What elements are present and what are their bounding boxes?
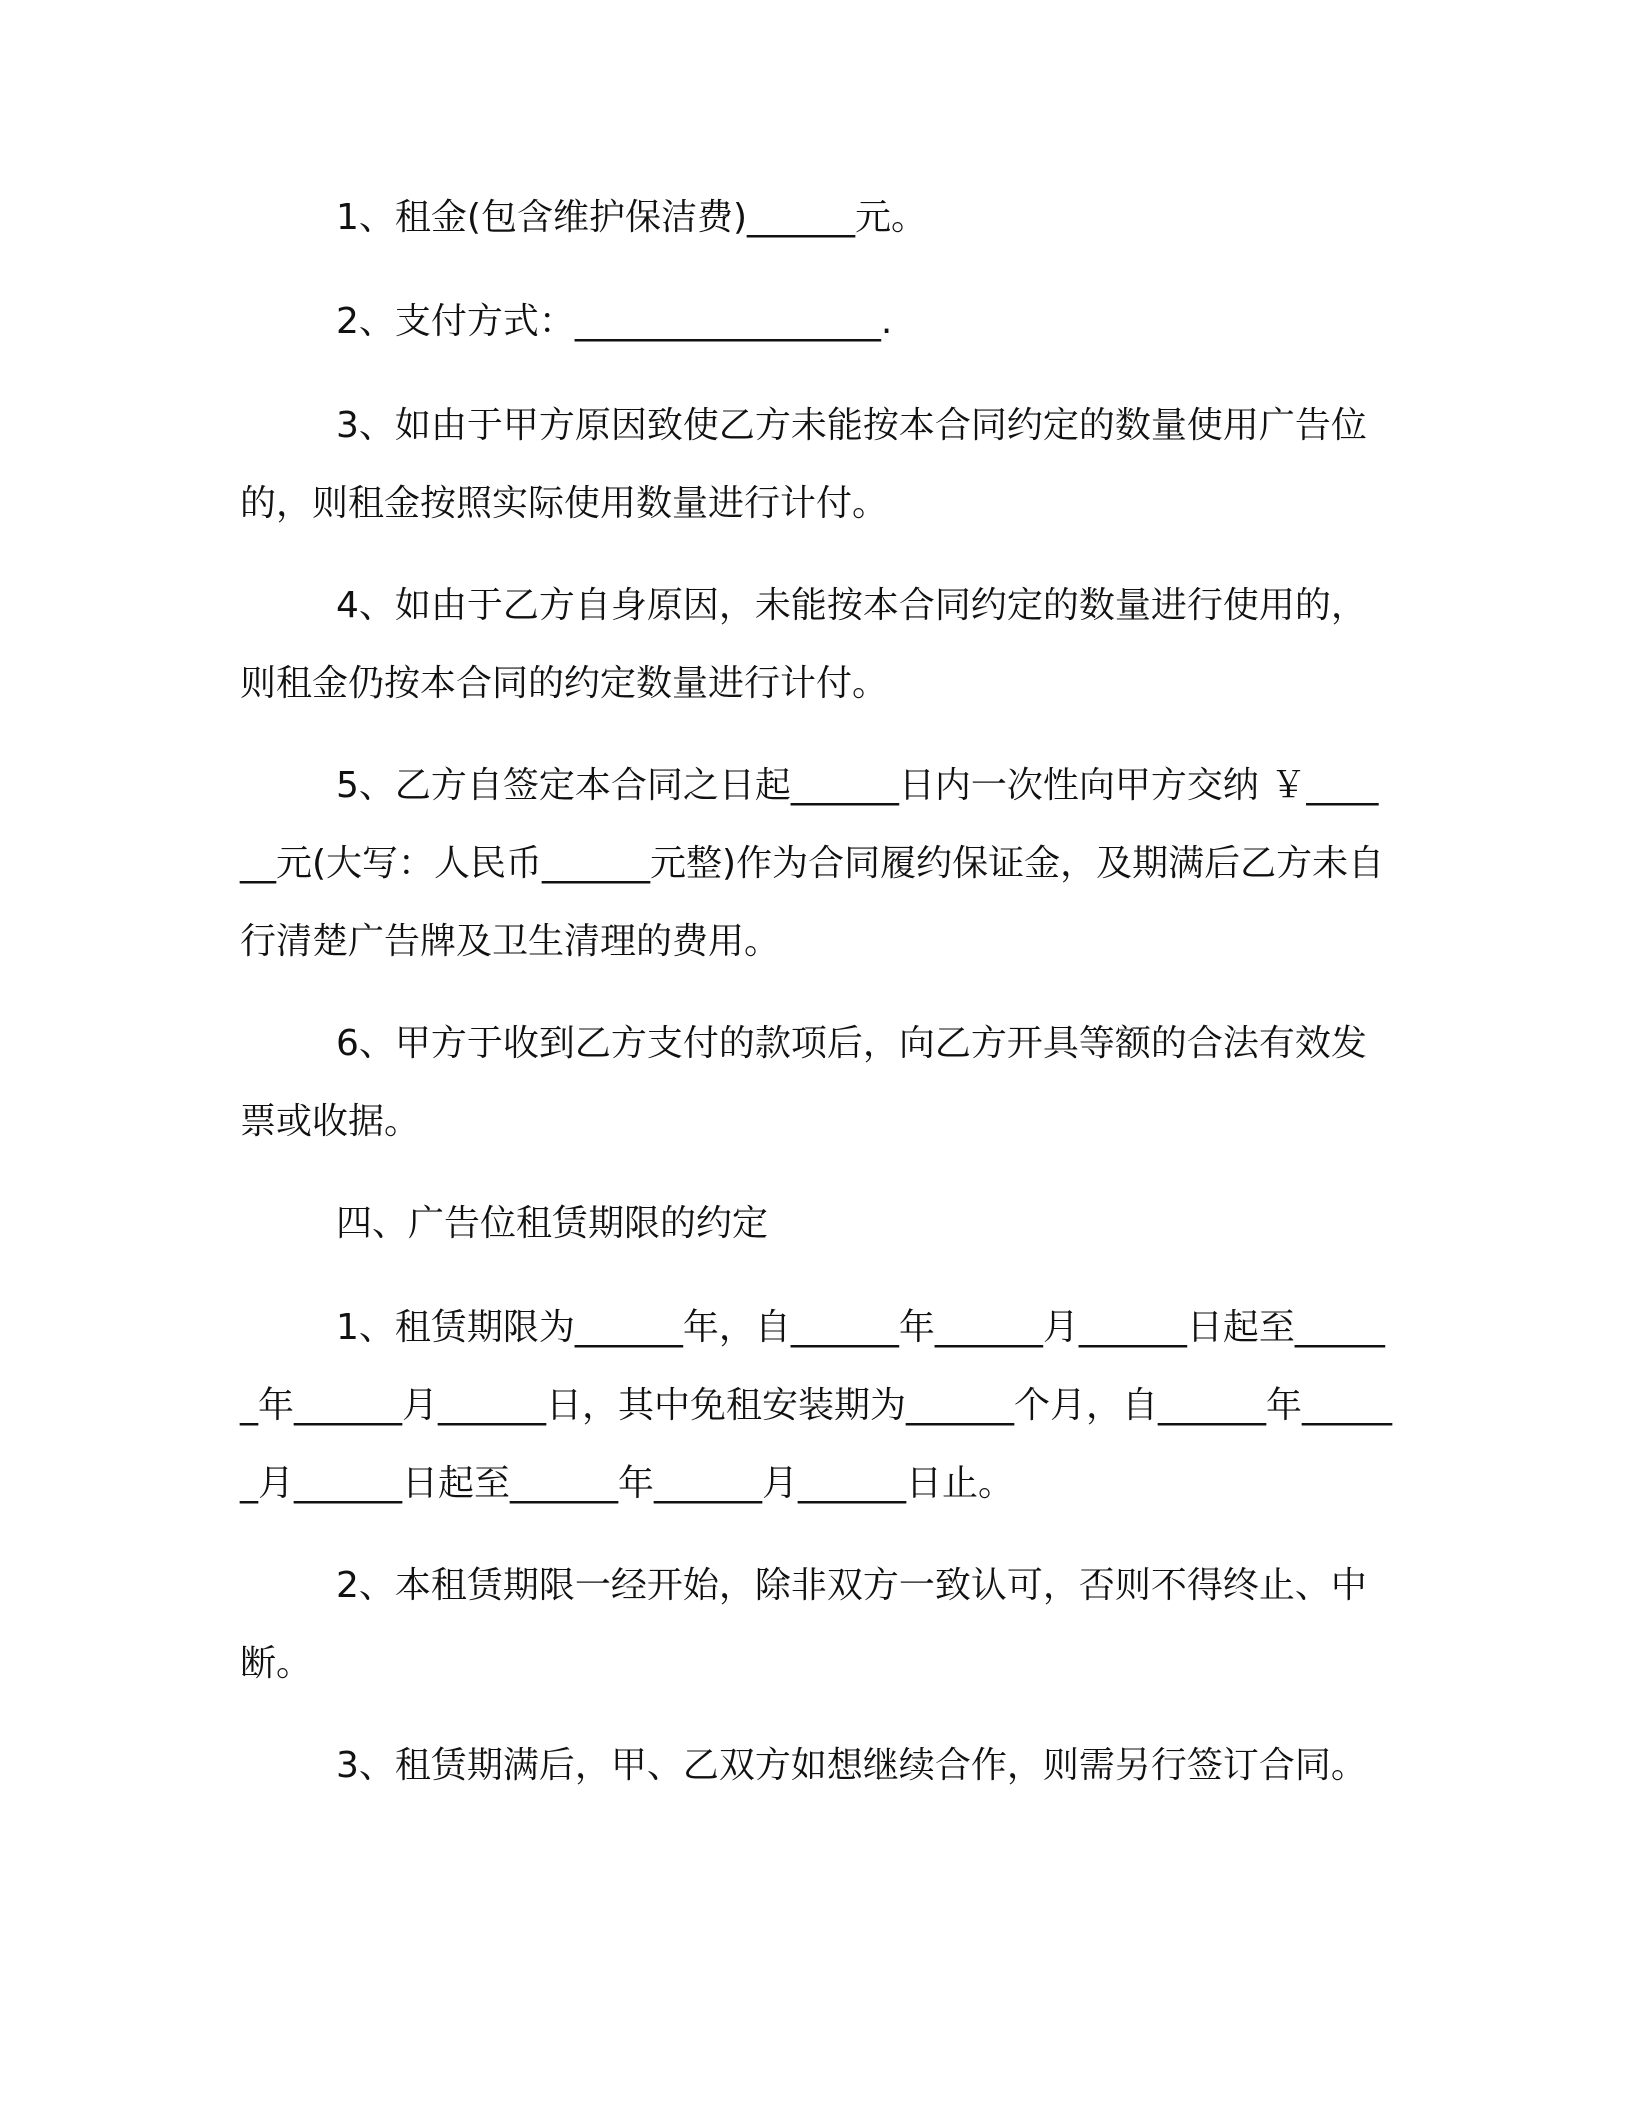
clause-renewal: 3、租赁期满后，甲、乙双方如想继续合作，则需另行签订合同。 — [336, 1745, 1367, 1786]
clause-party-b-shortfall: 4、如由于乙方自身原因，未能按本合同约定的数量进行使用的，则租金仍按本合同的约定数量进行计付。 — [240, 585, 1367, 704]
clause-party-a-shortfall: 3、如由于甲方原因致使乙方未能按本合同约定的数量使用广告位的，则租金按照实际使用数量进行计付。 — [240, 405, 1367, 524]
section-heading-lease-term: 四、广告位租赁期限的约定 — [336, 1203, 769, 1244]
clause-payment-method: 2、支付方式：_________________. — [336, 301, 893, 342]
clause-deposit: 5、乙方自签定本合同之日起______日内一次性向甲方交纳 ￥______元(大写：人民币______元整)作为合同履约保证金，及期满后乙方未自行清楚广告牌及卫生清理的费用。 — [240, 765, 1385, 962]
clause-lease-period: 1、租赁期限为______年，自______年______月______日起至______年______月______日，其中免租安装期为______个月，自______年______月______日起至______年______月______日止。 — [240, 1307, 1393, 1504]
clause-no-termination: 2、本租赁期限一经开始，除非双方一致认可，否则不得终止、中断。 — [240, 1565, 1367, 1684]
clause-rent-amount: 1、租金(包含维护保洁费)______元。 — [336, 197, 927, 238]
clause-invoice: 6、甲方于收到乙方支付的款项后，向乙方开具等额的合法有效发票或收据。 — [240, 1023, 1367, 1142]
